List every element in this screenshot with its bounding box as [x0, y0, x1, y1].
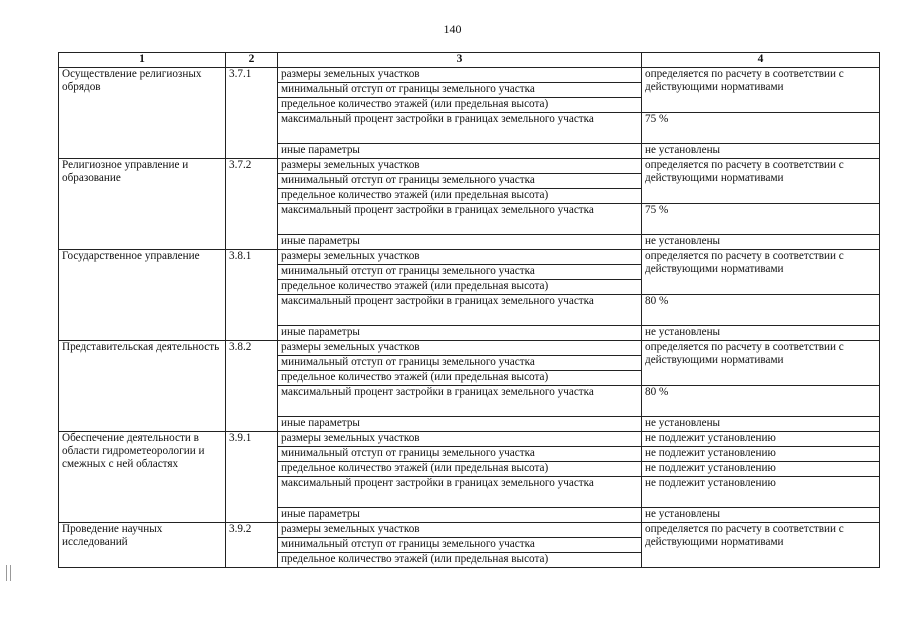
column-header-3: 3 — [278, 53, 642, 68]
parameter-value: 75 % — [642, 204, 880, 235]
parameter-name: минимальный отступ от границы земельного участка — [278, 538, 642, 553]
parameter-name: иные параметры — [278, 235, 642, 250]
table-row — [59, 159, 880, 174]
use-type-code: 3.7.2 — [226, 159, 278, 250]
parameter-value: не подлежит установлению — [642, 477, 880, 508]
table-row — [59, 341, 880, 356]
use-type-code: 3.8.2 — [226, 341, 278, 432]
use-type-code: 3.8.1 — [226, 250, 278, 341]
parameter-name: размеры земельных участков — [278, 341, 642, 356]
parameter-value: определяется по расчету в соответствии с действующими нормативами — [642, 159, 880, 204]
parameter-value: не установлены — [642, 508, 880, 523]
use-type-name: Представительская деятельность — [59, 341, 226, 432]
parameters-table — [58, 52, 880, 568]
parameter-value: не установлены — [642, 235, 880, 250]
parameter-name: максимальный процент застройки в границах земельного участка — [278, 113, 642, 144]
parameter-value: не подлежит установлению — [642, 447, 880, 462]
parameter-name: предельное количество этажей (или предельная высота) — [278, 371, 642, 386]
column-header-4: 4 — [642, 53, 880, 68]
parameter-name: размеры земельных участков — [278, 68, 642, 83]
use-type-name: Осуществление религиозных обрядов — [59, 68, 226, 159]
parameter-value: не подлежит установлению — [642, 432, 880, 447]
parameter-name: иные параметры — [278, 508, 642, 523]
parameter-name: иные параметры — [278, 144, 642, 159]
table-row — [59, 432, 880, 447]
parameter-name: предельное количество этажей (или предельная высота) — [278, 189, 642, 204]
table-row — [59, 250, 880, 265]
parameter-value: определяется по расчету в соответствии с действующими нормативами — [642, 68, 880, 113]
header-row — [59, 53, 880, 68]
parameter-value: не подлежит установлению — [642, 462, 880, 477]
binding-margin-mark — [6, 565, 11, 581]
parameter-name: минимальный отступ от границы земельного участка — [278, 447, 642, 462]
use-type-name: Государственное управление — [59, 250, 226, 341]
parameter-name: максимальный процент застройки в границах земельного участка — [278, 477, 642, 508]
parameter-value: определяется по расчету в соответствии с действующими нормативами — [642, 341, 880, 386]
use-type-name: Проведение научных исследований — [59, 523, 226, 568]
parameter-name: минимальный отступ от границы земельного участка — [278, 356, 642, 371]
parameter-name: размеры земельных участков — [278, 523, 642, 538]
parameter-name: минимальный отступ от границы земельного участка — [278, 83, 642, 98]
parameter-name: размеры земельных участков — [278, 432, 642, 447]
parameter-name: предельное количество этажей (или предельная высота) — [278, 553, 642, 568]
parameter-value: определяется по расчету в соответствии с действующими нормативами — [642, 523, 880, 568]
parameter-name: размеры земельных участков — [278, 159, 642, 174]
use-type-code: 3.7.1 — [226, 68, 278, 159]
page-number: 140 — [443, 22, 462, 36]
parameter-value: не установлены — [642, 144, 880, 159]
parameter-value: не установлены — [642, 326, 880, 341]
parameter-name: иные параметры — [278, 326, 642, 341]
parameter-name: предельное количество этажей (или предельная высота) — [278, 98, 642, 113]
parameter-value: 80 % — [642, 386, 880, 417]
parameter-name: максимальный процент застройки в границах земельного участка — [278, 204, 642, 235]
parameter-value: 80 % — [642, 295, 880, 326]
column-header-2: 2 — [226, 53, 278, 68]
parameter-name: размеры земельных участков — [278, 250, 642, 265]
parameter-name: минимальный отступ от границы земельного участка — [278, 174, 642, 189]
table-row — [59, 523, 880, 538]
table-row — [59, 68, 880, 83]
parameter-name: минимальный отступ от границы земельного участка — [278, 265, 642, 280]
use-type-code: 3.9.2 — [226, 523, 278, 568]
parameter-value: 75 % — [642, 113, 880, 144]
parameter-name: предельное количество этажей (или предельная высота) — [278, 280, 642, 295]
use-type-code: 3.9.1 — [226, 432, 278, 523]
column-header-1: 1 — [59, 53, 226, 68]
parameter-name: максимальный процент застройки в границах земельного участка — [278, 386, 642, 417]
use-type-name: Религиозное управление и образование — [59, 159, 226, 250]
parameter-name: иные параметры — [278, 417, 642, 432]
parameter-value: не установлены — [642, 417, 880, 432]
parameter-value: определяется по расчету в соответствии с действующими нормативами — [642, 250, 880, 295]
parameter-name: максимальный процент застройки в границах земельного участка — [278, 295, 642, 326]
use-type-name: Обеспечение деятельности в области гидрометеорологии и смежных с ней областях — [59, 432, 226, 523]
parameter-name: предельное количество этажей (или предельная высота) — [278, 462, 642, 477]
